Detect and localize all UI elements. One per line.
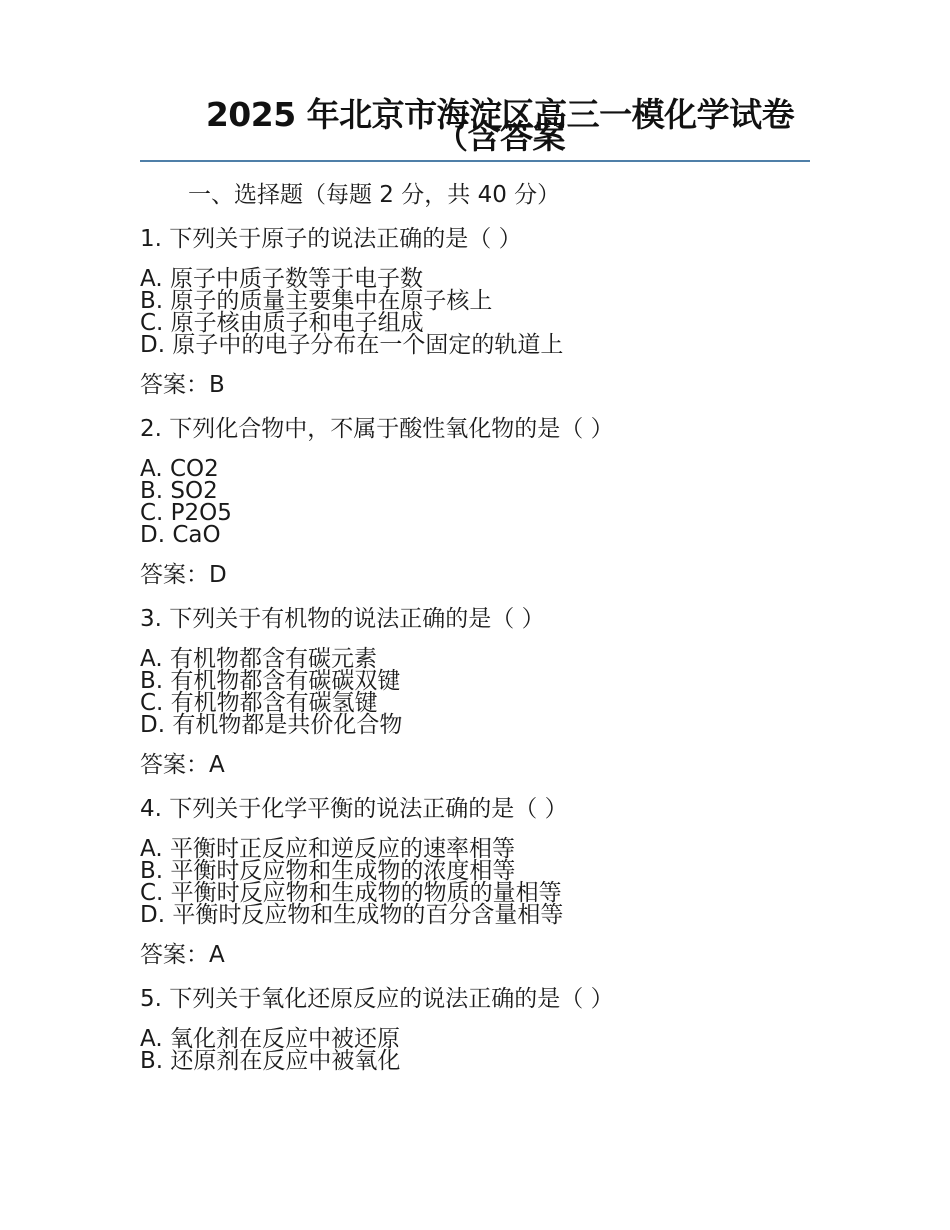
option-b: B. 平衡时反应物和生成物的浓度相等 <box>140 858 516 884</box>
option-c: C. P2O5 <box>140 500 232 526</box>
option-a: A. 平衡时正反应和逆反应的速率相等 <box>140 836 515 862</box>
question-item <box>140 794 820 970</box>
option-c: C. 平衡时反应物和生成物的物质的量相等 <box>140 880 562 906</box>
option-d: D. 原子中的电子分布在一个固定的轨道上 <box>140 332 564 358</box>
option-b: B. 原子的质量主要集中在原子核上 <box>140 288 493 314</box>
option-b: B. 有机物都含有碳碳双键 <box>140 668 401 694</box>
question-list <box>140 224 820 1086</box>
question-stem: 2. 下列化合物中，不属于酸性氧化物的是（ ） <box>140 416 614 442</box>
option-d: D. CaO <box>140 522 221 548</box>
document-title: 2025 年北京市海淀区高三一模化学试卷（含答案 <box>205 95 795 156</box>
option-d: D. 有机物都是共价化合物 <box>140 712 403 738</box>
answer-line: 答案：B <box>140 372 225 398</box>
option-c: C. 原子核由质子和电子组成 <box>140 310 424 336</box>
option-d: D. 平衡时反应物和生成物的百分含量相等 <box>140 902 564 928</box>
option-list <box>140 268 820 356</box>
question-stem: 1. 下列关于原子的说法正确的是（ ） <box>140 226 522 252</box>
option-list <box>140 1028 820 1072</box>
option-a: A. 有机物都含有碳元素 <box>140 646 377 672</box>
answer-line: 答案：D <box>140 562 227 588</box>
question-item <box>140 414 820 590</box>
title-underline <box>140 160 810 162</box>
option-a: A. 氧化剂在反应中被还原 <box>140 1026 400 1052</box>
option-c: C. 有机物都含有碳氢键 <box>140 690 378 716</box>
option-list <box>140 648 820 736</box>
question-item <box>140 984 820 1072</box>
section-heading: 一、选择题（每题 2 分，共 40 分） <box>188 182 561 208</box>
option-list <box>140 838 820 926</box>
question-stem: 4. 下列关于化学平衡的说法正确的是（ ） <box>140 796 568 822</box>
option-b: B. 还原剂在反应中被氧化 <box>140 1048 401 1074</box>
option-list <box>140 458 820 546</box>
answer-line: 答案：A <box>140 942 225 968</box>
answer-line: 答案：A <box>140 752 225 778</box>
option-b: B. SO2 <box>140 478 218 504</box>
question-stem: 5. 下列关于氧化还原反应的说法正确的是（ ） <box>140 986 614 1012</box>
option-a: A. CO2 <box>140 456 219 482</box>
option-a: A. 原子中质子数等于电子数 <box>140 266 423 292</box>
question-item <box>140 604 820 780</box>
question-item <box>140 224 820 400</box>
question-stem: 3. 下列关于有机物的说法正确的是（ ） <box>140 606 545 632</box>
